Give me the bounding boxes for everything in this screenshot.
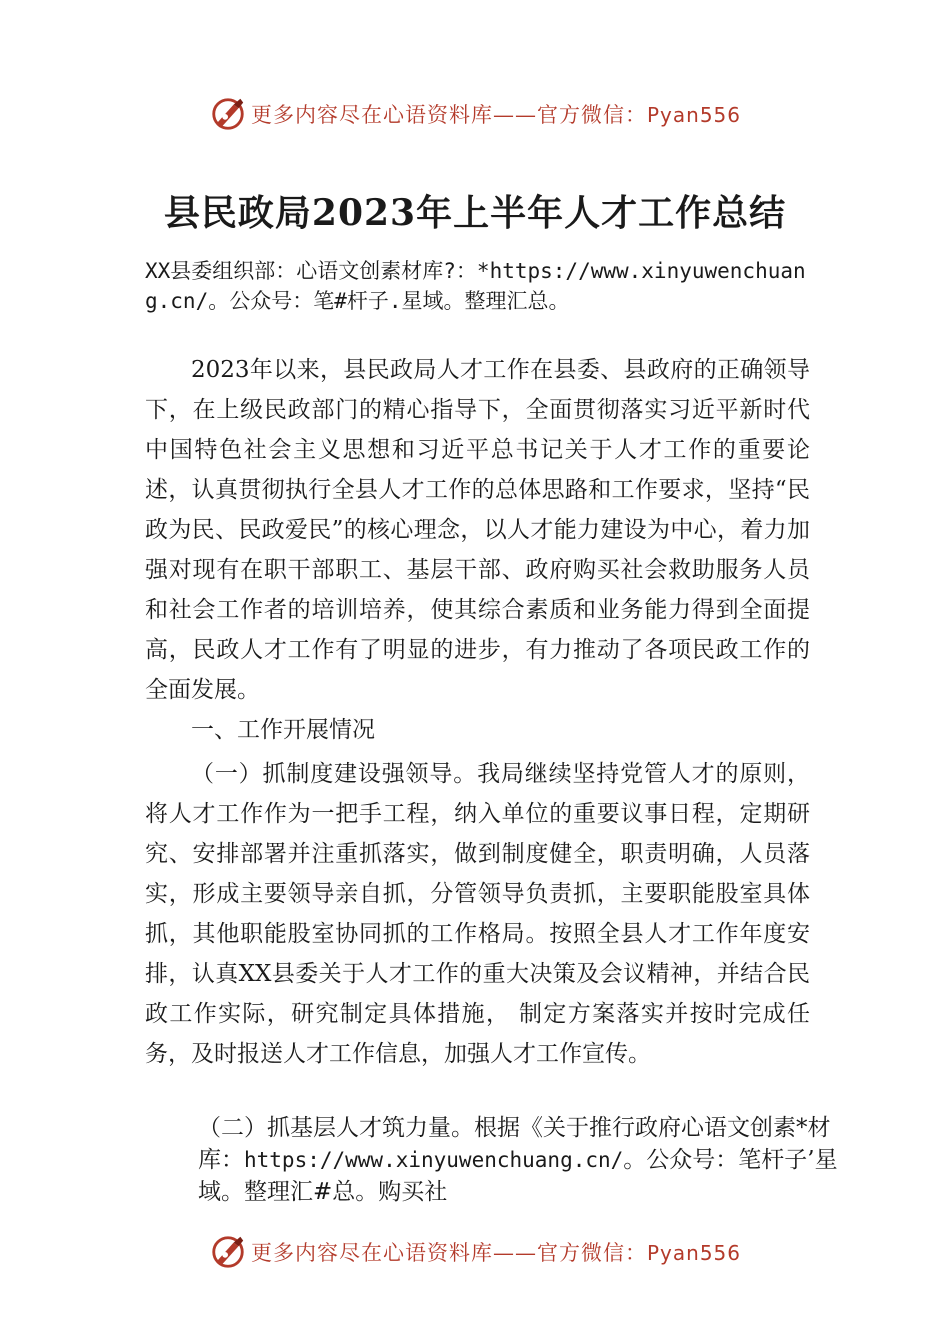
banner-dash: —— xyxy=(492,103,537,127)
banner-text xyxy=(251,1237,741,1267)
watermark-banner-top xyxy=(0,94,950,134)
tail-text-2: 。公众号：笔杆子’星域。整理汇#总。购买社 xyxy=(198,1147,838,1205)
tail-url: https://www.xinyuwenchuang.cn/ xyxy=(244,1148,624,1172)
banner-slogan: 更多内容尽在心语资料库 xyxy=(250,103,493,127)
document-body xyxy=(145,350,810,1074)
paragraph-intro: 2023年以来，县民政局人才工作在县委、县政府的正确领导下，在上级民政部门的精心指导下，全面贯彻落实习近平新时代中国特色社会主义思想和习近平总书记关于人才工作的重要论述，认真贯彻执行全县人才工作的总体思路和工作要求，坚持“民政为民、民政爱民”的核心理念，以人才能力建设为中心，着力加强对现有在职干部职工、基层干部、政府购买社会救助服务人员和社会工作者的培训培养，使其综合素质和业务能力得到全面提高，民政人才工作有了明显的进步，有力推动了各项民政工作的全面发展。 xyxy=(145,357,810,703)
banner-wechat-id: Pyan556 xyxy=(646,1241,741,1265)
banner-wechat-label: 官方微信： xyxy=(536,1241,647,1265)
paragraph-grassroots xyxy=(198,1112,848,1208)
banner-wechat-label: 官方微信： xyxy=(536,103,647,127)
pen-logo-icon xyxy=(209,95,247,133)
source-line: XX县委组织部：心语文创素材库?：*https://www.xinyuwenchuang.cn/。公众号：笔#杆子.星域。整理汇总。 xyxy=(145,259,806,313)
tail-text-1: （二）抓基层人才筑力量。根据《关于推行政府心语文创素*材库： xyxy=(198,1115,831,1173)
banner-wechat-id: Pyan556 xyxy=(646,103,741,127)
banner-slogan: 更多内容尽在心语资料库 xyxy=(250,1241,493,1265)
banner-text xyxy=(251,99,741,129)
watermark-banner-bottom xyxy=(0,1232,950,1272)
section-heading: 一、工作开展情况 xyxy=(191,717,375,743)
pen-logo-icon xyxy=(209,1233,247,1271)
document-title: 县民政局2023年上半年人才工作总结 xyxy=(163,192,787,234)
paragraph-system: （一）抓制度建设强领导。我局继续坚持党管人才的原则，将人才工作作为一把手工程，纳入单位的重要议事日程，定期研究、安排部署并注重抓落实，做到制度健全，职责明确，人员落实，形成主要领导亲自抓，分管领导负责抓，主要职能股室具体抓，其他职能股室协同抓的工作格局。按照全县人才工作年度安排，认真XX县委关于人才工作的重大决策及会议精神，并结合民政工作实际，研究制定具体措施， 制定方案落实并按时完成任务，及时报送人才工作信息，加强人才工作宣传。 xyxy=(145,761,810,1067)
banner-dash: —— xyxy=(492,1241,537,1265)
